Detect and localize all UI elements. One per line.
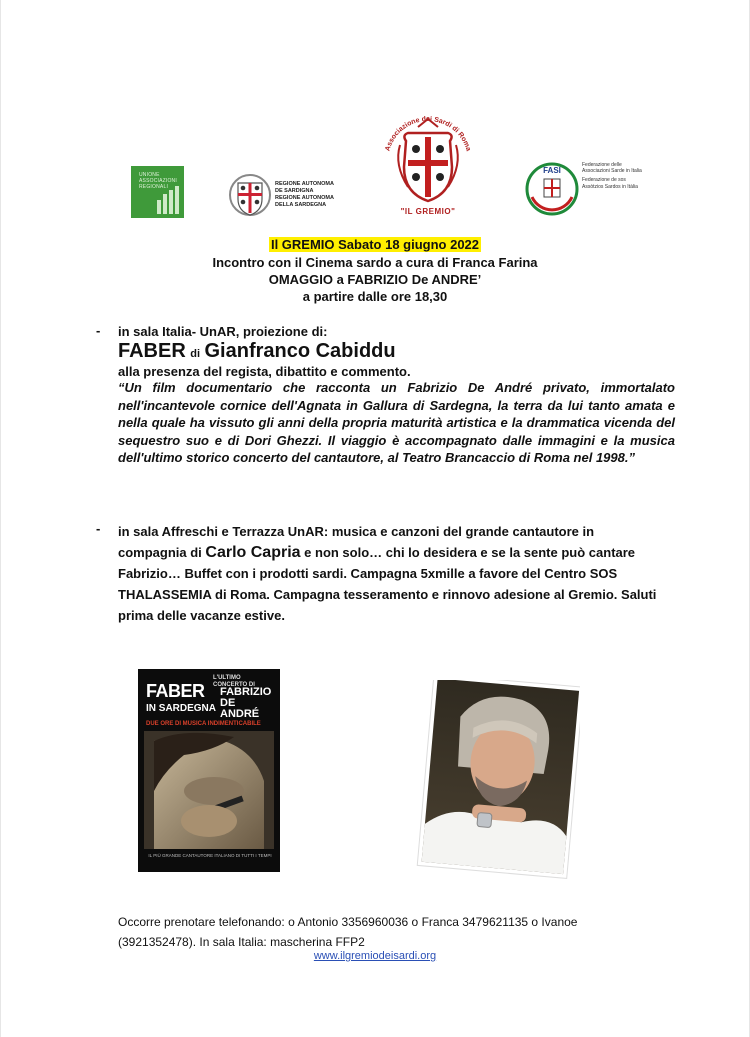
poster-tagline: DUE ORE DI MUSICA INDIMENTICABILE (146, 721, 261, 727)
event-date-line (150, 237, 600, 252)
gremio-emblem-icon (372, 105, 484, 217)
section1-presence: alla presenza del regista, dibattito e commento. (118, 364, 411, 379)
poster-bottom-text: IL PIÙ GRANDE CANTAUTORE ITALIANO DI TUTTI I TEMPI (148, 853, 272, 858)
regione-sardegna-emblem-icon (228, 171, 272, 219)
fasi-text (582, 162, 642, 190)
website-link-text[interactable]: www.ilgremiodeisardi.org (313, 950, 437, 962)
film-description-quote: “Un film documentario che racconta un Fabrizio De André privato, immortalato nell'incantevole cornice dell'Agnata in Gallura di Sardegna, la terra da lui tanto amata e nella quale ha vissuto gli anni della propria maturità artistica e la drammatica vicenda del sequestro suo e di Dori Ghezzi. Il viaggio è accompagnato dalle immagini e la musica dell'ultimo storico concerto del cantautore, al Teatro Brancaccio di Roma nel 1998.” (118, 380, 675, 465)
fasi-line-2: Federazione de sos Assòtzios Sardos in Itàlia (582, 177, 638, 190)
section2-text-a: in sala Affreschi e Terrazza UnAR: musica e canzoni del grande cantautore in compagnia di (118, 524, 595, 560)
poster-subtitle: IN SARDEGNA (146, 703, 217, 714)
ras-line-2: DE SARDIGNA (275, 188, 314, 194)
film-title-line (118, 340, 396, 363)
website-link[interactable] (150, 950, 600, 962)
booking-info: Occorre prenotare telefonando: o Antonio 3356960036 o Franca 3479621135 o Ivanoe (3921352478). In sala Italia: mascherina FFP2 (118, 915, 578, 949)
section2-paragraph (118, 521, 666, 626)
fasi-abbr: FASI (543, 166, 561, 175)
faber-film-poster (138, 669, 280, 872)
poster-top-right: L'ULTIMO CONCERTO DI (213, 675, 255, 688)
unar-logo (131, 166, 184, 218)
bullet-2: - (96, 521, 101, 536)
bullet-1: - (96, 323, 101, 338)
poster-portrait-image (144, 731, 274, 849)
gremio-label: "IL GREMIO" (400, 207, 456, 216)
director-photo (415, 680, 580, 880)
ras-line-1: REGIONE AUTONOMA (275, 181, 334, 187)
ras-line-3: REGIONE AUTONOMA (275, 195, 334, 201)
fasi-line-1: Federazione delle Associazioni Sarde in Italia (582, 162, 642, 175)
unar-building-icon (157, 186, 181, 214)
event-subtitle: Incontro con il Cinema sardo a cura di Franca Farina (212, 255, 538, 270)
section1-intro: in sala Italia- UnAR, proiezione di: (118, 324, 328, 339)
regione-sardegna-text (275, 181, 334, 209)
event-tribute: OMAGGIO a FABRIZIO De ANDRE’ (268, 272, 482, 287)
film-title: FABER (118, 340, 186, 362)
event-time: a partire dalle ore 18,30 (302, 289, 448, 304)
film-di: di (190, 348, 201, 360)
poster-name: FABRIZIO DE ANDRÉ (220, 686, 272, 720)
fasi-emblem-icon (524, 161, 580, 217)
section2-text-b: e non solo… chi lo desidera e se la sente può cantare Fabrizio… Buffet con i prodotti sardi. Campagna 5xmille a favore del Centro SOS THALASSEMIA di Roma. Campagna tesseramento e rinnovo adesione al Gremio. Saluti prima delle vacanze estive. (118, 545, 657, 623)
film-director: Gianfranco Cabiddu (204, 340, 396, 362)
poster-title: FABER (146, 681, 205, 701)
ras-line-4: DELLA SARDEGNA (275, 202, 327, 208)
unar-logo-text: UNIONE ASSOCIAZIONI REGIONALI (139, 172, 177, 190)
svg-text:Associazione dei Sardi di Roma: Associazione dei Sardi di Roma (384, 116, 472, 152)
artist-name: Carlo Capria (205, 544, 301, 561)
highlighted-date: Il GREMIO Sabato 18 giugno 2022 (270, 237, 480, 252)
